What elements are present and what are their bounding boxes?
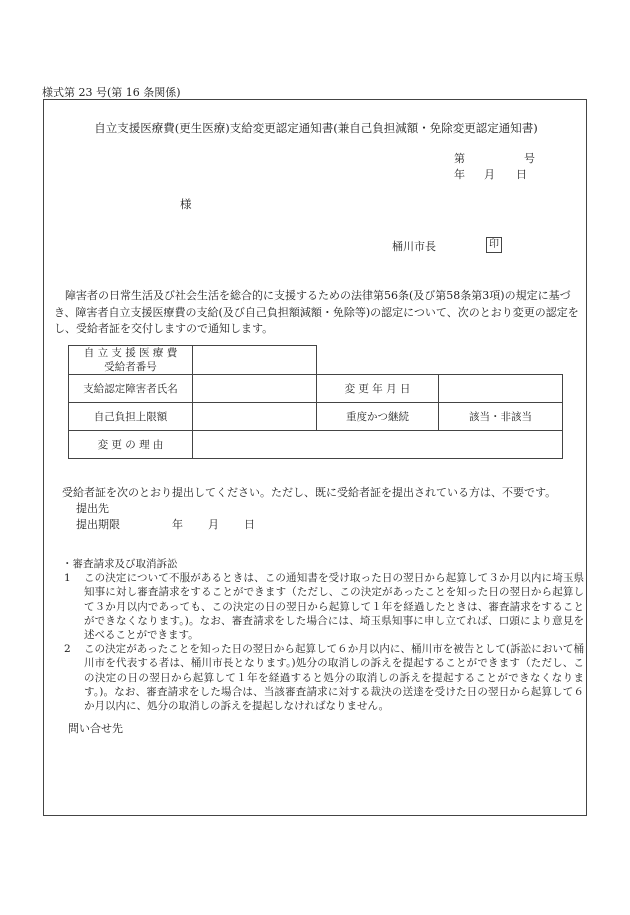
change-date-label: 変 更 年 月 日: [317, 375, 439, 403]
notice-frame: [43, 99, 587, 816]
submission-deadline: [62, 517, 556, 533]
appeal-item-text: この決定について不服があるときは、この通知書を受け取った日の翌日から起算して３か月以内に埼玉県知事に対し審査請求をすることができます（ただし、この決定があったことを知った日の翌日から起算して３か月以内であっても、この決定の日の翌日から起算して１年を経過したときは、審査請求をすることができなくなります。)。なお、審査請求をした場合には、埼玉県知事に申し立てれば、口頭により意見を述べることができます。: [84, 572, 584, 642]
contact-label: 問い合せ先: [68, 722, 123, 735]
table-row: [69, 403, 563, 431]
recipient-number-label-line1: 自 立 支 援 医 療 費: [83, 347, 178, 359]
submission-block: [62, 485, 556, 533]
appeal-heading: ・審査請求及び取消訴訟: [62, 558, 178, 570]
body-text: 障害者の日常生活及び社会生活を総合的に支援するための法律第56条(及び第58条第3項)の規定に基づき、障害者自立支援医療費の支給(及び自己負担額減額・免除等)の認定について、次のとおり変更の認定をし、受給者証を交付しますので通知します。: [54, 289, 579, 335]
issue-day: 日: [516, 168, 527, 181]
issue-number-suffix: 号: [524, 152, 535, 165]
appeal-item-number: 1: [64, 572, 71, 585]
form-number: 様式第 23 号(第 16 条関係): [42, 86, 181, 99]
change-reason-label: 変 更 の 理 由: [69, 431, 193, 459]
submission-year: 年: [172, 518, 183, 531]
table-row: [69, 346, 563, 375]
table-row: [69, 375, 563, 403]
appeal-section: [62, 557, 584, 713]
change-reason-value: [193, 431, 563, 459]
submission-month: 月: [208, 518, 219, 531]
issue-number-prefix: 第: [454, 152, 465, 165]
submission-day: 日: [244, 518, 255, 531]
submission-place-label: 提出先: [76, 502, 109, 515]
patient-name-label: 支給認定障害者氏名: [69, 375, 193, 403]
seal-mark: 印: [486, 237, 502, 253]
addressee-suffix: 様: [180, 197, 192, 211]
recipient-number-label-line2: 受給者番号: [104, 361, 157, 373]
recipient-info-table: [68, 345, 563, 459]
submission-text: 受給者証を次のとおり提出してください。ただし、既に受給者証を提出されている方は、不要です。: [62, 486, 557, 499]
issue-year: 年: [454, 168, 465, 181]
issue-date: [454, 166, 527, 182]
patient-name-value: [193, 375, 317, 403]
submission-deadline-label: 提出期限: [76, 518, 120, 531]
recipient-number-value: [193, 346, 317, 375]
list-item: [62, 642, 584, 713]
severe-continuous-label: 重度かつ継続: [317, 403, 439, 431]
issuer-name: 桶川市長: [392, 240, 436, 253]
list-item: [62, 571, 584, 642]
recipient-number-label: [69, 346, 193, 375]
change-date-value: [439, 375, 563, 403]
issue-month: 月: [484, 168, 495, 181]
table-row: [69, 431, 563, 459]
copay-limit-value: [193, 403, 317, 431]
copay-limit-label: 自己負担上限額: [69, 403, 193, 431]
appeal-item-text: この決定があったことを知った日の翌日から起算して６か月以内に、桶川市を被告として(訴訟において桶川市を代表する者は、桶川市長となります。)処分の取消しの訴えを提起することができます（ただし、この決定の日の翌日から起算して１年を経過すると処分の取消しの訴えを提起することができなくなります。)。なお、審査請求をした場合は、当該審査請求に対する裁決の送達を受けた日の翌日から起算して６か月以内に、処分の取消しの訴えを提起しなければなりません。: [84, 643, 584, 713]
severe-continuous-value: 該当・非該当: [439, 403, 563, 431]
appeal-item-number: 2: [64, 643, 71, 656]
document-title: 自立支援医療費(更生医療)支給変更認定通知書(兼自己負担減額・免除変更認定通知書): [94, 121, 538, 135]
